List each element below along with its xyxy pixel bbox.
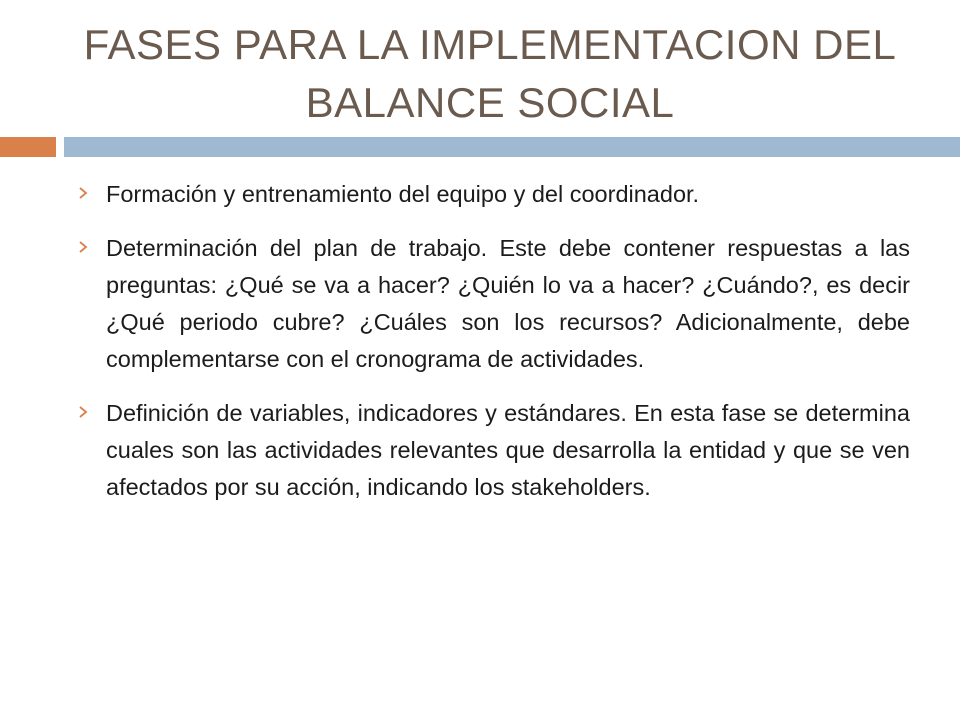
bullet-text: Formación y entrenamiento del equipo y del coordinador. [106, 181, 700, 207]
chevron-right-icon [78, 176, 106, 202]
bullet-item [78, 230, 910, 378]
bullet-text: Definición de variables, indicadores y estándares. En esta fase se determina cuales son las actividades relevantes que desarrolla la entidad y que se ven afectados por su acción, indicando los stakeholders. [106, 400, 910, 500]
chevron-right-icon [78, 395, 106, 421]
accent-bar-orange [0, 137, 56, 157]
chevron-right-icon [78, 230, 106, 256]
bullet-list [78, 176, 910, 523]
slide-title: FASES PARA LA IMPLEMENTACION DEL BALANCE SOCIAL [83, 21, 897, 126]
bullet-item [78, 395, 910, 506]
bullet-text: Determinación del plan de trabajo. Este debe contener respuestas a las preguntas: ¿Qué se va a hacer? ¿Quién lo va a hacer? ¿Cuándo?, es decir ¿Qué periodo cubre? ¿Cuáles son los recursos? Adicionalmente, debe complementarse con el cronograma de actividades. [106, 235, 910, 372]
accent-bar-blue [64, 137, 960, 157]
bullet-item [78, 176, 910, 213]
